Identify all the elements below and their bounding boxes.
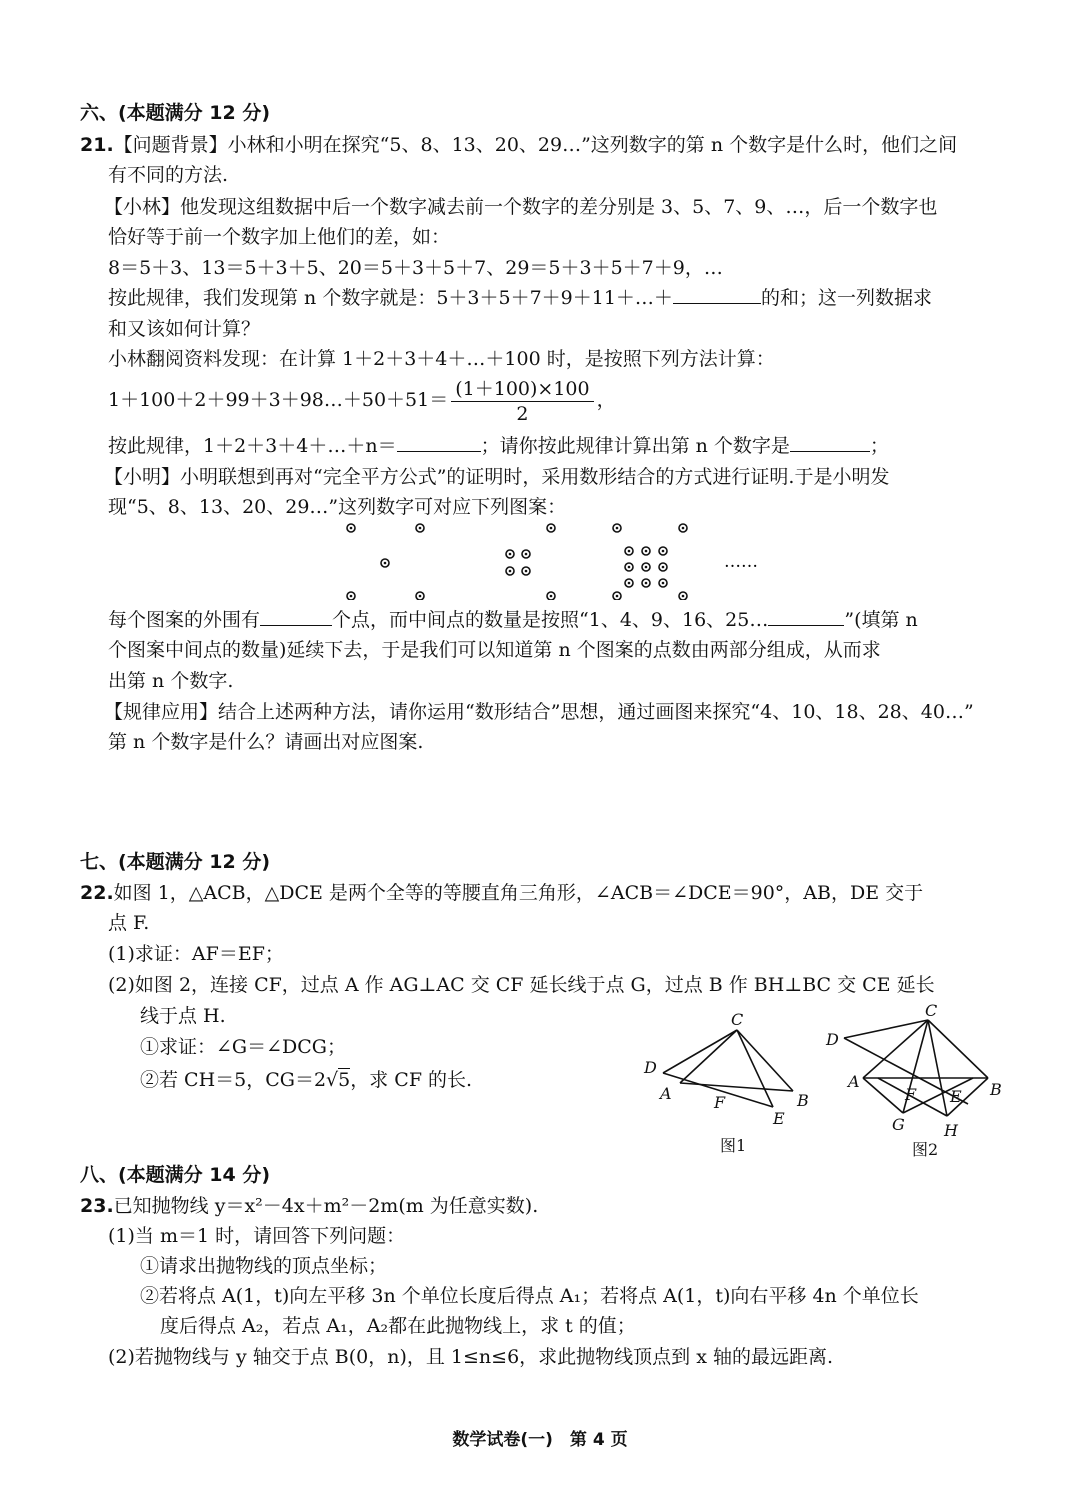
answer-blank-2[interactable] bbox=[397, 433, 481, 452]
q21-line-16: 【规律应用】结合上述两种方法，请你运用“数形结合”思想，通过画图来探究“4、10、18、28、40…” bbox=[104, 701, 974, 723]
fraction-numerator: (1＋100)×100 bbox=[451, 377, 593, 402]
q21-line-5: 8＝5＋3、13＝5＋3＋5、20＝5＋3＋5＋7、29＝5＋3＋5＋7＋9，… bbox=[108, 257, 723, 279]
q22-line-2: 点 F. bbox=[108, 912, 150, 934]
page-footer: 数学试卷(一) 第 4 页 bbox=[452, 1430, 628, 1450]
fig2-label-D: D bbox=[826, 1030, 839, 1049]
q21-line-13 bbox=[108, 607, 918, 633]
answer-blank-3[interactable] bbox=[790, 433, 870, 452]
section-8-header: 八、(本题满分 14 分) bbox=[80, 1164, 271, 1186]
fraction bbox=[451, 377, 593, 426]
figure-2 bbox=[818, 998, 1018, 1163]
fig1-label-D: D bbox=[644, 1058, 657, 1077]
q22-line-7 bbox=[140, 1067, 472, 1093]
fig1-label-C: C bbox=[731, 1010, 744, 1029]
q21-text-10a: 按此规律，1＋2＋3＋4＋…＋n＝ bbox=[108, 435, 397, 457]
fig2-label-G: G bbox=[892, 1115, 905, 1134]
q21-line-14: 个图案中间点的数量)延续下去，于是我们可以知道第 n 个图案的点数由两部分组成，从而求 bbox=[108, 639, 881, 661]
dot-pattern-3 bbox=[613, 524, 687, 600]
fig2-label-B: B bbox=[990, 1080, 1002, 1099]
q23-line-4: ②若将点 A(1，t)向左平移 3n 个单位长度后得点 A₁；若将点 A(1，t)向右平移 4n 个单位长 bbox=[140, 1285, 919, 1307]
fig1-label-B: B bbox=[797, 1091, 809, 1110]
q21-line-15: 出第 n 个数字. bbox=[108, 670, 234, 692]
dot-patterns-figure bbox=[330, 515, 790, 600]
q21-text-13b: 个点，而中间点的数量是按照“1、4、9、16、25… bbox=[332, 609, 769, 631]
q21-line-17: 第 n 个数字是什么？请画出对应图案. bbox=[108, 731, 424, 753]
q21-line-3: 【小林】他发现这组数据中后一个数字减去前一个数字的差分别是 3、5、7、9、…，后一个数字也 bbox=[104, 196, 938, 218]
q21-line-11: 【小明】小明联想到再对“完全平方公式”的证明时，采用数形结合的方式进行证明.于是小明发 bbox=[104, 466, 890, 488]
q21-line-12: 现“5、8、13、20、29…”这列数字可对应下列图案： bbox=[108, 496, 567, 518]
q22-line-3: (1)求证：AF＝EF； bbox=[108, 943, 284, 965]
fig1-label-F: F bbox=[714, 1093, 726, 1112]
q23-line-2: (1)当 m＝1 时，请回答下列问题： bbox=[108, 1225, 406, 1247]
q22-line-1 bbox=[80, 880, 923, 906]
q21-number: 21. bbox=[80, 134, 114, 156]
q21-line-7: 和又该如何计算？ bbox=[108, 318, 261, 340]
q21-text-1: 【问题背景】小林和小明在探究“5、8、13、20、29…”这列数字的第 n 个数字是什么时，他们之间 bbox=[113, 134, 958, 156]
answer-blank-4[interactable] bbox=[260, 607, 332, 626]
q21-line-2: 有不同的方法. bbox=[108, 164, 229, 186]
dot-pattern-ellipsis: …… bbox=[724, 552, 758, 572]
q21-line-4: 恰好等于前一个数字加上他们的差，如： bbox=[108, 226, 451, 248]
q21-text-13a: 每个图案的外围有 bbox=[108, 609, 261, 631]
q23-text-1: 已知抛物线 y＝x²－4x＋m²－2m(m 为任意实数). bbox=[113, 1195, 539, 1217]
q21-text-6a: 按此规律，我们发现第 n 个数字就是：5＋3＋5＋7＋9＋11＋…＋ bbox=[108, 287, 673, 309]
q23-line-6: (2)若抛物线与 y 轴交于点 B(0，n)，且 1≤n≤6，求此抛物线顶点到 x 轴的最远距离. bbox=[108, 1346, 834, 1368]
dot-pattern-2 bbox=[506, 524, 555, 600]
q21-text-9a: 1＋100＋2＋99＋3＋98…＋50＋51＝ bbox=[108, 389, 449, 411]
fig1-label-A: A bbox=[660, 1084, 672, 1103]
fraction-denominator: 2 bbox=[516, 402, 529, 425]
q22-text-7b: ，求 CF 的长. bbox=[350, 1069, 473, 1091]
fig2-caption: 图2 bbox=[912, 1140, 939, 1159]
sqrt-symbol: √ bbox=[326, 1069, 339, 1091]
q21-line-6 bbox=[108, 285, 932, 311]
q22-line-6: ①求证：∠G＝∠DCG； bbox=[140, 1036, 346, 1058]
q21-text-6b: 的和；这一列数据求 bbox=[760, 287, 932, 309]
fig2-label-F: F bbox=[905, 1085, 917, 1104]
answer-blank-1[interactable] bbox=[673, 285, 761, 304]
q23-line-3: ①请求出抛物线的顶点坐标； bbox=[140, 1255, 388, 1277]
q23-line-5: 度后得点 A₂，若点 A₁，A₂都在此抛物线上，求 t 的值； bbox=[160, 1315, 636, 1337]
q21-line-9 bbox=[108, 372, 616, 428]
q22-number: 22. bbox=[80, 882, 114, 904]
fig1-label-E: E bbox=[773, 1109, 785, 1128]
answer-blank-5[interactable] bbox=[768, 607, 844, 626]
q22-line-5: 线于点 H. bbox=[140, 1005, 226, 1027]
q22-text-7a: ②若 CH＝5，CG＝2 bbox=[140, 1069, 327, 1091]
fig2-label-H: H bbox=[944, 1121, 958, 1140]
q21-line-8: 小林翻阅资料发现：在计算 1＋2＋3＋4＋…＋100 时，是按照下列方法计算： bbox=[108, 348, 775, 370]
section-7-header: 七、(本题满分 12 分) bbox=[80, 851, 271, 873]
q23-number: 23. bbox=[80, 1195, 114, 1217]
fig1-caption: 图1 bbox=[720, 1136, 747, 1155]
q21-text-9b: ， bbox=[596, 389, 616, 411]
q21-line-1 bbox=[80, 132, 957, 158]
fig2-label-E: E bbox=[950, 1087, 962, 1106]
figure-1 bbox=[630, 1005, 820, 1163]
q23-line-1 bbox=[80, 1193, 538, 1219]
q22-line-4: (2)如图 2，连接 CF，过点 A 作 AG⊥AC 交 CF 延长线于点 G，过点 B 作 BH⊥BC 交 CE 延长 bbox=[108, 974, 935, 996]
fig2-label-A: A bbox=[848, 1072, 860, 1091]
q21-text-10b: ；请你按此规律计算出第 n 个数字是 bbox=[480, 435, 790, 457]
sqrt-radicand: 5 bbox=[338, 1069, 351, 1091]
q22-text-1: 如图 1，△ACB，△DCE 是两个全等的等腰直角三角形，∠ACB＝∠DCE＝90°，AB，DE 交于 bbox=[113, 882, 924, 904]
q21-text-13c: ”(填第 n bbox=[844, 609, 918, 631]
fig2-label-C: C bbox=[925, 1001, 938, 1020]
q21-line-10 bbox=[108, 433, 889, 459]
q21-text-10c: ； bbox=[869, 435, 889, 457]
section-6-header: 六、(本题满分 12 分) bbox=[80, 102, 271, 124]
